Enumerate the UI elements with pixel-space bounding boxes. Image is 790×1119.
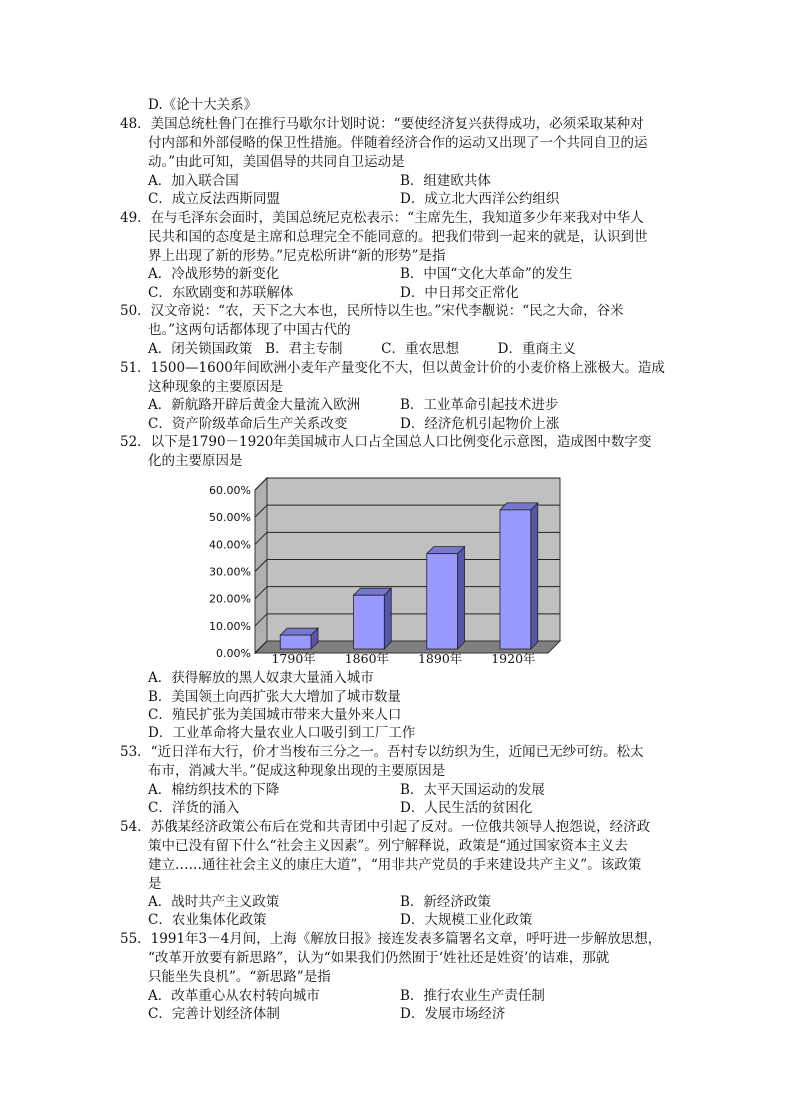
q54-option-d: D．大规模工业化政策 [400, 912, 533, 928]
q48-option-b: B．组建欧共体 [400, 173, 491, 189]
q55-option-d: D．发展市场经济 [400, 1006, 506, 1022]
q48-option-c: C．成立反法西斯同盟 [148, 191, 280, 207]
q53-option-d: D．人民生活的贫困化 [400, 800, 533, 816]
q55-option-c: C．完善计划经济体制 [148, 1006, 280, 1022]
q49-option-c: C．东欧剧变和苏联解体 [148, 285, 294, 301]
q49-stem-line-3: 界上出现了新的形势。”尼克松所讲“新的形势”是指 [148, 248, 446, 264]
bar-side [458, 547, 465, 649]
q48-stem-line-2: 付内部和外部侵略的保卫性措施。伴随着经济合作的运动又出现了一个共同自卫的运 [148, 135, 648, 151]
q55-stem-line-3: 只能坐失良机”。“新思路”是指 [148, 969, 331, 985]
q51-option-b: B．工业革命引起技术进步 [400, 397, 559, 413]
q51-option-d: D．经济危机引起物价上涨 [400, 416, 560, 432]
q53-option-b: B．太平天国运动的发展 [400, 782, 545, 798]
q52-stem-line-2: 化的主要原因是 [148, 453, 243, 469]
q49-stem-line-2: 民共和国的态度是主席和总理完全不能同意的。把我们带到一起来的就是，认识到世 [148, 229, 648, 245]
q47-option-d: D.《论十大关系》 [148, 97, 258, 113]
q52-option-d: D．工业革命将大量农业人口吸引到工厂工作 [148, 725, 416, 741]
q54-stem-line-1: 54．苏俄某经济政策公布后在党和共青团中引起了反对。一位俄共领导人抱怨说，经济政 [120, 819, 651, 835]
bar-side [531, 503, 538, 649]
bar-top [280, 628, 318, 635]
bar-1920年 [500, 510, 531, 649]
q49-stem-line-1: 49．在与毛泽东会面时，美国总统尼克松表示：“主席先生，我知道多少年来我对中华人 [120, 210, 644, 226]
bar-1860年 [353, 595, 384, 649]
q51-stem-line-2: 这种现象的主要原因是 [148, 379, 283, 395]
x-tick-label: 1860年 [344, 651, 390, 666]
y-tick-label: 30.00% [209, 565, 251, 579]
y-tick-label: 10.00% [209, 619, 251, 633]
q54-option-b: B．新经济政策 [400, 894, 491, 910]
q53-option-a: A．棉纺织技术的下降 [148, 782, 280, 798]
q52-option-b: B．美国领土向西扩张大大增加了城市数量 [148, 689, 401, 705]
q52-option-c: C．殖民扩张为美国城市带来大量外来人口 [148, 707, 402, 723]
x-tick-label: 1920年 [491, 651, 536, 666]
q51-option-c: C．资产阶级革命后生产关系改变 [148, 416, 348, 432]
q49-option-b: B．中国“文化大革命”的发生 [400, 266, 573, 282]
chart-svg [205, 466, 585, 671]
y-tick-label: 40.00% [209, 538, 251, 552]
q53-stem-line-1: 53．“近日洋布大行，价才当梭布三分之一。吾村专以纺织为生，近闻已无纱可纺。松太 [120, 744, 644, 760]
q50-stem-line-1: 50．汉文帝说：“农，天下之大本也，民所恃以生也。”宋代李觏说：“民之大命，谷米 [120, 303, 624, 319]
q52-option-a: A．获得解放的黑人奴隶大量涌入城市 [148, 670, 374, 686]
q53-option-c: C．洋货的涌入 [148, 800, 240, 816]
x-tick-label: 1890年 [417, 651, 463, 666]
y-tick-label: 0.00% [216, 647, 251, 660]
q51-stem-line-1: 51．1500—1600年间欧洲小麦年产量变化不大，但以黄金计价的小麦价格上涨极大。造成 [120, 360, 665, 376]
q50-options: A．闭关锁国政策 B．君主专制 C．重农思想 D．重商主义 [148, 341, 576, 357]
q55-option-b: B．推行农业生产责任制 [400, 988, 545, 1004]
q51-option-a: A．新航路开辟后黄金大量流入欧洲 [148, 397, 361, 413]
q55-stem-line-1: 55．1991年3－4月间，上海《解放日报》接连发表多篇署名文章，呼吁进一步解放思想， [120, 931, 662, 947]
q55-option-a: A．改革重心从农村转向城市 [148, 988, 320, 1004]
urban-population-chart [205, 466, 585, 671]
bar-1790年 [280, 635, 311, 649]
bar-top [500, 503, 538, 510]
y-tick-label: 20.00% [209, 592, 251, 606]
q54-stem-line-4: 是 [148, 876, 162, 892]
y-tick-label: 60.00% [209, 484, 251, 497]
q52-stem-line-1: 52．以下是1790－1920年美国城市人口占全国总人口比例变化示意图，造成图中数字变 [120, 434, 652, 450]
q54-stem-line-3: 建立……通往社会主义的康庄大道”，“用非共产党员的手来建设共产主义”。该政策 [148, 857, 642, 873]
q49-option-a: A．冷战形势的新变化 [148, 266, 280, 282]
bar-top [353, 588, 391, 595]
bar-side [384, 588, 391, 649]
q49-option-d: D．中日邦交正常化 [400, 285, 519, 301]
q48-option-d: D．成立北大西洋公约组织 [400, 191, 560, 207]
x-tick-label: 1790年 [271, 651, 316, 666]
q50-stem-line-2: 也。”这两句话都体现了中国古代的 [148, 322, 351, 338]
q48-stem-line-1: 48．美国总统杜鲁门在推行马歇尔计划时说：“要使经济复兴获得成功，必须采取某种对 [120, 116, 644, 132]
q55-stem-line-2: “改革开放要有新思路”，认为“如果我们仍然囿于‘姓社还是姓资’的诘难，那就 [148, 950, 610, 966]
q54-option-a: A．战时共产主义政策 [148, 894, 280, 910]
q54-stem-line-2: 策中已没有留下什么“社会主义因素”。列宁解释说，政策是“通过国家资本主义去 [148, 838, 628, 854]
y-tick-label: 50.00% [209, 511, 251, 525]
bar-top [427, 547, 465, 554]
q54-option-c: C．农业集体化政策 [148, 912, 267, 928]
q48-option-a: A．加入联合国 [148, 173, 239, 189]
q48-stem-line-3: 动。”由此可知，美国倡导的共同自卫运动是 [148, 154, 405, 170]
q53-stem-line-2: 布市，消减大半。”促成这种现象出现的主要原因是 [148, 763, 446, 779]
bar-1890年 [427, 554, 458, 649]
